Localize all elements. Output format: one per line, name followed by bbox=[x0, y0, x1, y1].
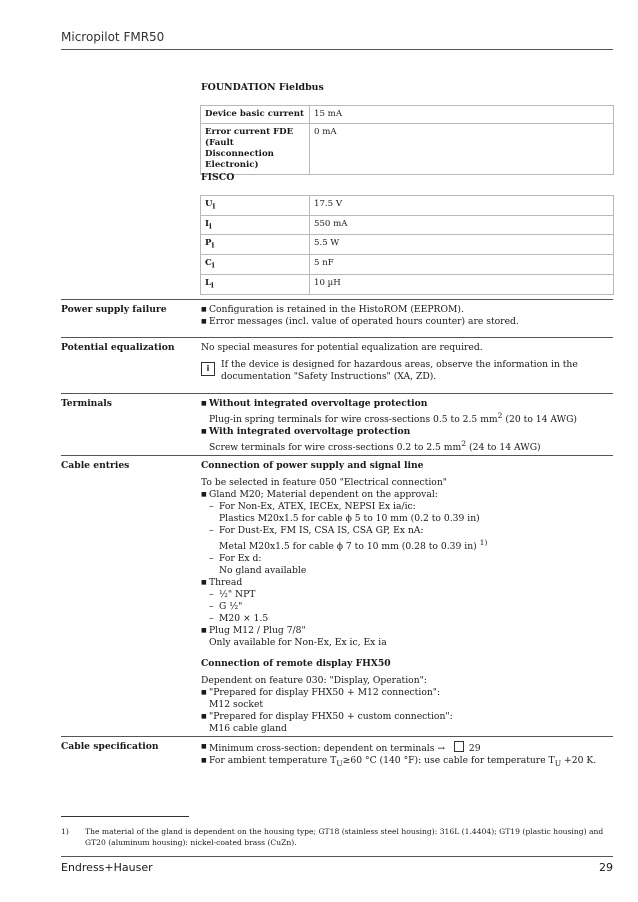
subscript: U bbox=[554, 758, 562, 768]
table-value: 0 mA bbox=[310, 124, 614, 175]
terminal-option-text: (24 to 14 AWG) bbox=[466, 442, 541, 454]
list-item bbox=[201, 755, 613, 770]
terminal-option-text: Screw terminals for wire cross-sections 0.2 to 2.5 mm bbox=[209, 442, 462, 454]
list-item bbox=[201, 489, 613, 577]
gland-option-detail: No gland available bbox=[219, 565, 307, 577]
section-body-terminals bbox=[201, 398, 613, 454]
section-body-cable-entries bbox=[201, 460, 613, 735]
section-label-power-supply-failure: Power supply failure bbox=[61, 304, 167, 315]
section-rule bbox=[61, 455, 613, 456]
sub-list-item bbox=[209, 501, 613, 525]
superscript: 2 bbox=[497, 411, 503, 420]
param-symbol: I bbox=[205, 218, 210, 229]
pe-note: If the device is designed for hazardous areas, observe the information in the documentation "Safety Instructions" (XA, ZD). bbox=[221, 359, 578, 382]
display-option-detail: M12 socket bbox=[209, 699, 264, 711]
param-subscript: i bbox=[211, 260, 215, 270]
footnote-number: 1) bbox=[61, 827, 69, 836]
table-value: 17.5 V bbox=[310, 196, 614, 216]
table-key bbox=[201, 235, 310, 255]
terminal-option-title: Without integrated overvoltage protection bbox=[209, 398, 428, 409]
section-label-cable-entries: Cable entries bbox=[61, 460, 130, 471]
ff-heading: FOUNDATION Fieldbus bbox=[201, 82, 324, 93]
gland-option: For Dust-Ex, FM IS, CSA IS, CSA GP, Ex nA: bbox=[219, 525, 424, 536]
spec-text: Minimum cross-section: dependent on terminals → bbox=[209, 743, 446, 754]
table-row bbox=[201, 196, 614, 216]
header-rule bbox=[61, 49, 613, 50]
table-key: Device basic current bbox=[201, 106, 310, 124]
subscript: U bbox=[336, 758, 343, 768]
footnote bbox=[61, 826, 613, 848]
footnote-text: The material of the gland is dependent on the housing type; GT18 (stainless steel housing): 316L (1.4404); GT19 (plastic housing) and GT20 (aluminum housing): nickel-coated brass (CuZn). bbox=[85, 827, 604, 847]
table-value: 5.5 W bbox=[310, 235, 614, 255]
cable-heading-display: Connection of remote display FHX50 bbox=[201, 658, 391, 670]
param-subscript: i bbox=[211, 241, 215, 251]
gland-text: Gland M20; Material dependent on the approval: bbox=[209, 489, 438, 500]
param-subscript: i bbox=[211, 280, 214, 290]
pe-text: No special measures for potential equalization are required. bbox=[201, 342, 483, 353]
table-key bbox=[201, 196, 310, 216]
sub-list-item: – M20 × 1.5 bbox=[209, 613, 613, 625]
ff-table bbox=[200, 105, 614, 175]
terminal-option-title: With integrated overvoltage protection bbox=[209, 426, 411, 438]
param-symbol: P bbox=[205, 238, 212, 249]
section-rule bbox=[61, 736, 613, 737]
list-item: ■ Error messages (incl. value of operated hours counter) are stored. bbox=[201, 316, 613, 328]
table-key bbox=[201, 274, 310, 294]
display-option-detail: M16 cable gland bbox=[209, 723, 287, 735]
table-key bbox=[201, 215, 310, 235]
section-label-cable-specification: Cable specification bbox=[61, 741, 159, 752]
table-value: 5 nF bbox=[310, 255, 614, 275]
table-key: Error current FDE (Fault Disconnection Electronic) bbox=[201, 124, 310, 175]
list-item bbox=[201, 426, 613, 454]
page-ref-icon[interactable] bbox=[454, 741, 464, 752]
terminal-option-text: Plug-in spring terminals for wire cross-sections 0.5 to 2.5 mm bbox=[209, 414, 498, 426]
table-value: 15 mA bbox=[310, 106, 614, 124]
footnote-ref: 1) bbox=[479, 538, 488, 547]
display-option: "Prepared for display FHX50 + M12 connection": bbox=[209, 687, 441, 699]
table-row bbox=[201, 124, 614, 175]
gland-option-detail: Metal M20x1.5 for cable ϕ 7 to 10 mm (0.28 to 0.39 in) bbox=[219, 541, 477, 553]
param-symbol: C bbox=[205, 258, 212, 269]
param-symbol: U bbox=[205, 199, 213, 209]
list-item bbox=[201, 625, 613, 649]
sub-list-item: – ½" NPT bbox=[209, 589, 613, 601]
cable-heading-power: Connection of power supply and signal line bbox=[201, 460, 424, 471]
section-rule bbox=[61, 337, 613, 338]
param-symbol: L bbox=[205, 277, 212, 288]
superscript: 2 bbox=[461, 439, 467, 449]
list-item bbox=[201, 711, 613, 735]
table-row bbox=[201, 215, 614, 235]
table-value: 550 mA bbox=[310, 215, 614, 235]
page-ref-link[interactable]: 29 bbox=[468, 743, 481, 754]
thread-text: Thread bbox=[209, 577, 243, 589]
table-row bbox=[201, 235, 614, 255]
sub-list-item bbox=[209, 553, 613, 577]
fisco-heading: FISCO bbox=[201, 172, 235, 183]
table-value: 10 µH bbox=[310, 274, 614, 294]
sub-list-item: – G ½" bbox=[209, 601, 613, 613]
gland-option: For Non-Ex, ATEX, IECEx, NEPSI Ex ia/ic: bbox=[219, 501, 416, 512]
table-key bbox=[201, 255, 310, 275]
terminal-option-text: (20 to 14 AWG) bbox=[502, 414, 578, 426]
info-note-icon: i bbox=[201, 362, 215, 376]
table-row bbox=[201, 255, 614, 275]
cable-intro: To be selected in feature 050 "Electrical connection" bbox=[201, 477, 447, 488]
fisco-table bbox=[200, 195, 614, 295]
plug-text: Plug M12 / Plug 7/8" bbox=[209, 625, 306, 637]
plug-detail: Only available for Non-Ex, Ex ic, Ex ia bbox=[209, 637, 387, 649]
sub-list-item bbox=[209, 525, 613, 553]
footer-brand: Endress+Hauser bbox=[61, 861, 153, 874]
list-item: ■ Configuration is retained in the HistoROM (EEPROM). bbox=[201, 304, 613, 316]
list-item bbox=[201, 741, 613, 755]
spec-text: For ambient temperature T bbox=[209, 755, 337, 766]
page-number: 29 bbox=[599, 861, 613, 874]
list-item bbox=[201, 577, 613, 625]
section-body-cable-specification bbox=[201, 741, 613, 770]
table-row bbox=[201, 106, 614, 124]
footnote-rule bbox=[61, 816, 189, 817]
section-rule bbox=[61, 393, 613, 394]
section-label-potential-equalization: Potential equalization bbox=[61, 342, 175, 353]
param-subscript: i bbox=[212, 201, 216, 211]
spec-text: ≥60 °C (140 °F): use cable for temperature T bbox=[342, 755, 555, 766]
table-row bbox=[201, 274, 614, 294]
section-label-terminals: Terminals bbox=[61, 398, 112, 409]
list-item bbox=[201, 398, 613, 426]
footer-rule bbox=[61, 856, 613, 857]
cable-intro-display: Dependent on feature 030: "Display, Operation": bbox=[201, 675, 427, 687]
gland-option-detail: Plastics M20x1.5 for cable ϕ 5 to 10 mm (0.2 to 0.39 in) bbox=[219, 513, 480, 524]
section-rule bbox=[61, 299, 613, 300]
document-title: Micropilot FMR50 bbox=[61, 30, 165, 44]
section-body-power-supply-failure bbox=[201, 304, 613, 328]
list-item bbox=[201, 687, 613, 711]
param-subscript: i bbox=[209, 221, 212, 231]
display-option: "Prepared for display FHX50 + custom connection": bbox=[209, 711, 453, 723]
spec-text: +20 K. bbox=[561, 755, 597, 766]
gland-option: For Ex d: bbox=[219, 553, 262, 565]
